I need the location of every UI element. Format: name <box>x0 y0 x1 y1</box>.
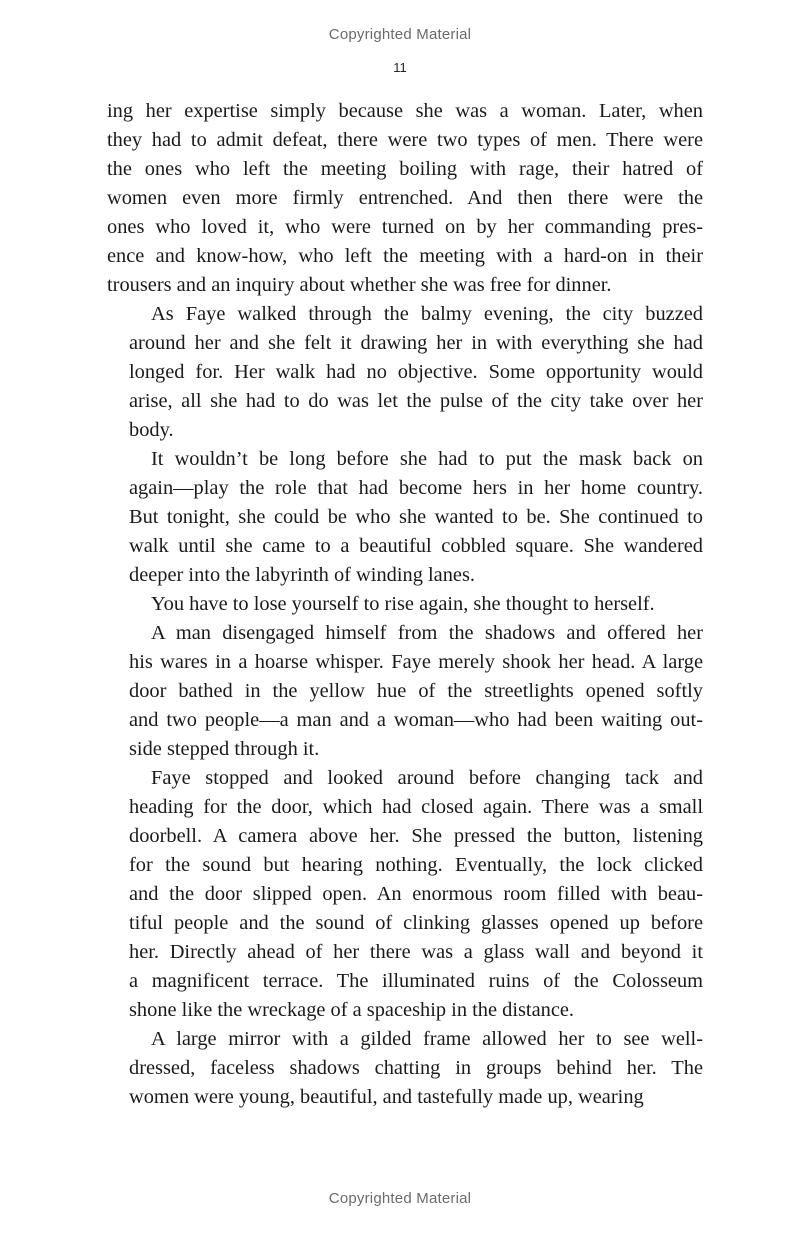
text-line: It wouldn’t be long before she had to put the mask back on <box>151 448 703 470</box>
text-line: for the sound but hearing nothing. Eventually, the lock clicked <box>129 854 703 876</box>
page-number: 11 <box>393 60 407 75</box>
paragraph <box>107 300 703 445</box>
text-line: her. Directly ahead of her there was a glass wall and beyond it <box>129 941 703 963</box>
text-line: But tonight, she could be who she wanted to be. She continued to <box>129 506 703 528</box>
text-line: body. <box>129 419 174 441</box>
text-line: A man disengaged himself from the shadows and offered her <box>151 622 703 644</box>
text-line: As Faye walked through the balmy evening, the city buzzed <box>151 303 703 325</box>
text-line: and the door slipped open. An enormous room filled with beau- <box>129 883 703 905</box>
text-line: door bathed in the yellow hue of the streetlights opened softly <box>129 680 703 702</box>
paragraph <box>107 764 703 1025</box>
text-line: ing her expertise simply because she was a woman. Later, when <box>107 100 703 122</box>
text-line: his wares in a hoarse whisper. Faye merely shook her head. A large <box>129 651 703 673</box>
body-text <box>107 97 703 1112</box>
paragraph <box>107 590 703 619</box>
paragraph <box>107 619 703 764</box>
text-line: again—play the role that had become hers in her home country. <box>129 477 703 499</box>
text-line: tiful people and the sound of clinking glasses opened up before <box>129 912 703 934</box>
text-line: You have to lose yourself to rise again, she thought to herself. <box>151 593 655 615</box>
text-line: they had to admit defeat, there were two types of men. There were <box>107 129 703 151</box>
text-line: walk until she came to a beautiful cobbled square. She wandered <box>129 535 703 557</box>
text-line: Faye stopped and looked around before changing tack and <box>151 767 703 789</box>
text-line: ence and know-how, who left the meeting with a hard-on in their <box>107 245 703 267</box>
paragraph <box>107 1025 703 1112</box>
text-line: heading for the door, which had closed again. There was a small <box>129 796 703 818</box>
text-line: and two people—a man and a woman—who had been waiting out- <box>129 709 703 731</box>
text-line: A large mirror with a gilded frame allowed her to see well- <box>151 1028 703 1050</box>
text-line: women were young, beautiful, and tastefully made up, wearing <box>129 1086 644 1108</box>
footer-copyright-notice: Copyrighted Material <box>328 1190 472 1207</box>
paragraph <box>107 445 703 590</box>
text-line: longed for. Her walk had no objective. Some opportunity would <box>129 361 703 383</box>
text-line: arise, all she had to do was let the pulse of the city take over her <box>129 390 703 412</box>
text-line: doorbell. A camera above her. She pressed the button, listening <box>129 825 703 847</box>
header-copyright-notice: Copyrighted Material <box>328 26 472 43</box>
text-line: deeper into the labyrinth of winding lanes. <box>129 564 475 586</box>
paragraph <box>107 97 703 300</box>
text-line: dressed, faceless shadows chatting in groups behind her. The <box>129 1057 703 1079</box>
text-line: trousers and an inquiry about whether she was free for dinner. <box>107 274 612 296</box>
text-line: the ones who left the meeting boiling with rage, their hatred of <box>107 158 703 180</box>
text-line: women even more firmly entrenched. And then there were the <box>107 187 703 209</box>
text-line: a magnificent terrace. The illuminated ruins of the Colosseum <box>129 970 703 992</box>
text-line: shone like the wreckage of a spaceship in the distance. <box>129 999 575 1021</box>
text-line: ones who loved it, who were turned on by her commanding pres- <box>107 216 703 238</box>
text-line: side stepped through it. <box>129 738 320 760</box>
text-line: around her and she felt it drawing her in with everything she had <box>129 332 703 354</box>
